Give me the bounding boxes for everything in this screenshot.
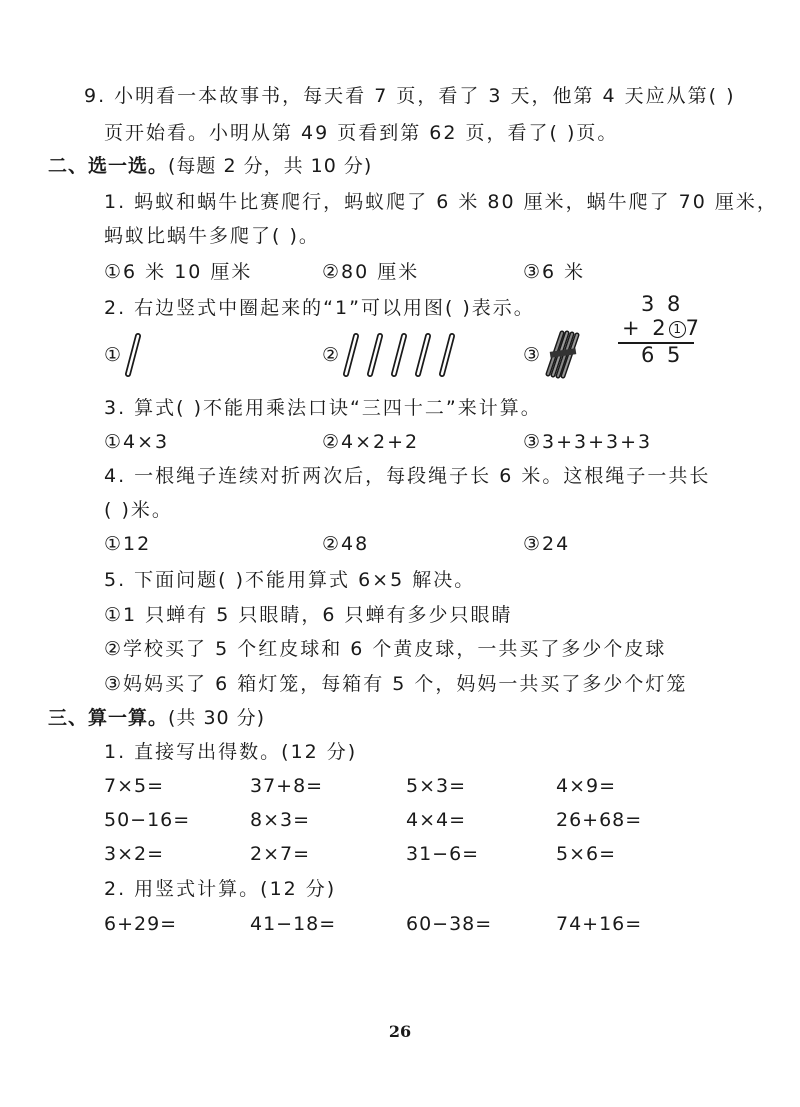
vertical-second-row (622, 316, 702, 340)
s2-q4-line2: ( )米。 (104, 499, 173, 521)
circled-one: 1 (669, 321, 686, 338)
s2-q3-line: 3. 算式( )不能用乘法口诀“三四十二”来计算。 (104, 397, 542, 419)
vertical-seven: 7 (685, 316, 703, 340)
section3-header (48, 706, 265, 730)
s2-q1-line2: 蚂蚁比蜗牛多爬了( )。 (104, 225, 320, 247)
calc-r1-c2: 37+8= (250, 775, 324, 797)
section2-header (48, 154, 372, 178)
s2-q5-line: 5. 下面问题( )不能用算式 6×5 解决。 (104, 569, 476, 591)
s2-q4-line1: 4. 一根绳子连续对折两次后，每段绳子长 6 米。这根绳子一共长 (104, 465, 711, 487)
s2-q2-option-3: ③ (523, 344, 543, 366)
calc-r1-c4: 4×9= (556, 775, 617, 797)
stick-bundle-icon (540, 330, 580, 380)
s3-sub2-heading: 2. 用竖式计算。(12 分) (104, 878, 337, 900)
section2-title: 二、选一选。 (48, 155, 169, 177)
s2-q3-option-3: ③3+3+3+3 (523, 431, 653, 453)
page-number: 26 (388, 1022, 412, 1041)
calc-r2-c3: 4×4= (406, 809, 467, 831)
q9-line1: 9. 小明看一本故事书，每天看 7 页，看了 3 天，他第 4 天应从第( ) (84, 85, 736, 107)
calc-r2-c4: 26+68= (556, 809, 643, 831)
section3-note: (共 30 分) (168, 707, 266, 729)
s2-q4-option-2: ②48 (322, 533, 370, 555)
s2-q2-option-1: ① (104, 344, 124, 366)
s2-q1-option-2: ②80 厘米 (322, 261, 420, 283)
calc-r1-c1: 7×5= (104, 775, 165, 797)
s2-q2-option-2: ② (322, 344, 342, 366)
s2-q5-option-2: ②学校买了 5 个红皮球和 6 个黄皮球，一共买了多少个皮球 (104, 638, 667, 660)
s2-q5-option-3: ③妈妈买了 6 箱灯笼，每箱有 5 个，妈妈一共买了多少个灯笼 (104, 673, 688, 695)
s2-q3-option-2: ②4×2+2 (322, 431, 420, 453)
vertical-top-number: 3 8 (641, 292, 684, 316)
vertical-calc-3: 60−38= (406, 913, 493, 935)
vertical-plus-two: + 2 (622, 316, 669, 340)
calc-r1-c3: 5×3= (406, 775, 467, 797)
s2-q1-option-3: ③6 米 (523, 261, 586, 283)
vertical-calc-2: 41−18= (250, 913, 337, 935)
calc-r2-c2: 8×3= (250, 809, 311, 831)
s2-q3-option-1: ①4×3 (104, 431, 170, 453)
calc-r3-c2: 2×7= (250, 843, 311, 865)
single-stick-icon (124, 334, 144, 378)
vertical-calc-1: 6+29= (104, 913, 178, 935)
section2-note: (每题 2 分，共 10 分) (168, 155, 373, 177)
s2-q1-line1: 1. 蚂蚁和蜗牛比赛爬行，蚂蚁爬了 6 米 80 厘米，蜗牛爬了 70 厘米， (104, 191, 778, 213)
calc-r3-c1: 3×2= (104, 843, 165, 865)
calc-r2-c1: 50−16= (104, 809, 191, 831)
calc-r3-c4: 5×6= (556, 843, 617, 865)
vertical-result: 6 5 (641, 343, 684, 367)
vertical-calc-4: 74+16= (556, 913, 643, 935)
s2-q4-option-3: ③24 (523, 533, 571, 555)
s2-q4-option-1: ①12 (104, 533, 152, 555)
s2-q5-option-1: ①1 只蝉有 5 只眼睛，6 只蝉有多少只眼睛 (104, 604, 513, 626)
s2-q2-line: 2. 右边竖式中圈起来的“1”可以用图( )表示。 (104, 297, 535, 319)
q9-line2: 页开始看。小明从第 49 页看到第 62 页，看了( )页。 (104, 122, 619, 144)
calc-r3-c3: 31−6= (406, 843, 480, 865)
ten-sticks-spread-icon (342, 334, 457, 378)
s3-sub1-heading: 1. 直接写出得数。(12 分) (104, 741, 358, 763)
section3-title: 三、算一算。 (48, 707, 169, 729)
s2-q1-option-1: ①6 米 10 厘米 (104, 261, 253, 283)
